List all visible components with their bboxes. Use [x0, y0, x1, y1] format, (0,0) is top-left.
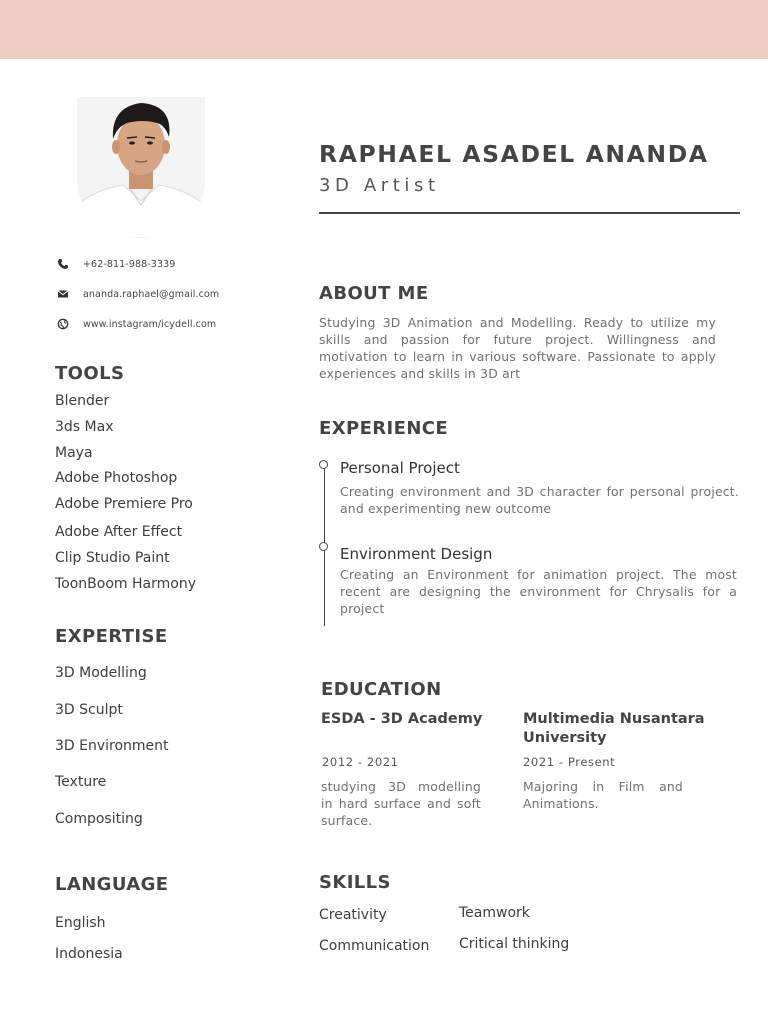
- skill-item: Creativity: [319, 907, 387, 923]
- full-name: RAPHAEL ASADEL ANANDA: [319, 140, 709, 168]
- tool-item: Adobe Photoshop: [55, 470, 178, 486]
- skills-heading: SKILLS: [319, 872, 391, 893]
- expertise-item: Texture: [55, 774, 107, 790]
- about-text: Studying 3D Animation and Modelling. Ready to utilize my skills and passion for future project. Willingness and motivation to learn in various software. Passionate to apply experiences and skills in 3D art: [319, 315, 716, 381]
- contact-phone: [57, 257, 175, 271]
- experience-title: Personal Project: [340, 459, 460, 477]
- education-school: ESDA - 3D Academy: [321, 711, 483, 727]
- language-item: English: [55, 915, 106, 931]
- experience-desc: Creating an Environment for animation project. The most recent are designing the environment for Chrysalis for a project: [340, 567, 737, 616]
- experience-title: Environment Design: [340, 545, 493, 563]
- tool-item: Blender: [55, 393, 110, 409]
- education-years: 2012 - 2021: [322, 755, 399, 769]
- globe-icon: [57, 318, 69, 330]
- experience-desc: Creating environment and 3D character for personal project. and experimenting new outcome: [340, 484, 739, 516]
- skill-item: Critical thinking: [459, 936, 570, 952]
- contact-website-text[interactable]: www.instagram/icydell.com: [83, 318, 217, 330]
- expertise-item: 3D Environment: [55, 738, 169, 754]
- expertise-item: Compositing: [55, 811, 143, 827]
- skill-item: Teamwork: [459, 905, 530, 921]
- language-heading: LANGUAGE: [55, 874, 169, 895]
- tools-heading: TOOLS: [55, 363, 125, 384]
- skill-item: Communication: [319, 938, 430, 954]
- contact-email-text[interactable]: ananda.raphael@gmail.com: [83, 288, 220, 300]
- tool-item: Adobe Premiere Pro: [55, 496, 193, 512]
- timeline-dot: [319, 460, 328, 469]
- language-item: Indonesia: [55, 946, 123, 962]
- job-title: 3D Artist: [319, 175, 440, 196]
- portrait-illustration: [77, 97, 205, 238]
- header-divider: [319, 212, 740, 214]
- about-heading: ABOUT ME: [319, 283, 429, 304]
- tool-item: ToonBoom Harmony: [55, 576, 196, 592]
- education-desc: Majoring in Film and Animations.: [523, 779, 683, 811]
- tool-item: 3ds Max: [55, 419, 114, 435]
- education-heading: EDUCATION: [321, 679, 442, 700]
- experience-heading: EXPERIENCE: [319, 418, 449, 439]
- expertise-item: 3D Sculpt: [55, 702, 123, 718]
- contact-phone-text[interactable]: +62-811-988-3339: [83, 258, 176, 270]
- tool-item: Adobe After Effect: [55, 524, 183, 540]
- profile-photo: [77, 97, 205, 238]
- contact-email: [57, 287, 219, 301]
- tool-item: Clip Studio Paint: [55, 550, 170, 566]
- expertise-heading: EXPERTISE: [55, 626, 168, 647]
- tool-item: Maya: [55, 445, 93, 461]
- phone-icon: [57, 258, 69, 270]
- expertise-item: 3D Modelling: [55, 665, 147, 681]
- envelope-icon: [57, 288, 69, 300]
- contact-website: [57, 317, 216, 331]
- education-years: 2021 - Present: [523, 755, 616, 769]
- education-school: Multimedia Nusantara University: [523, 711, 705, 746]
- timeline-dot: [319, 542, 328, 551]
- education-desc: studying 3D modelling in hard surface and soft surface.: [321, 779, 481, 828]
- header-accent-bar: [0, 0, 768, 59]
